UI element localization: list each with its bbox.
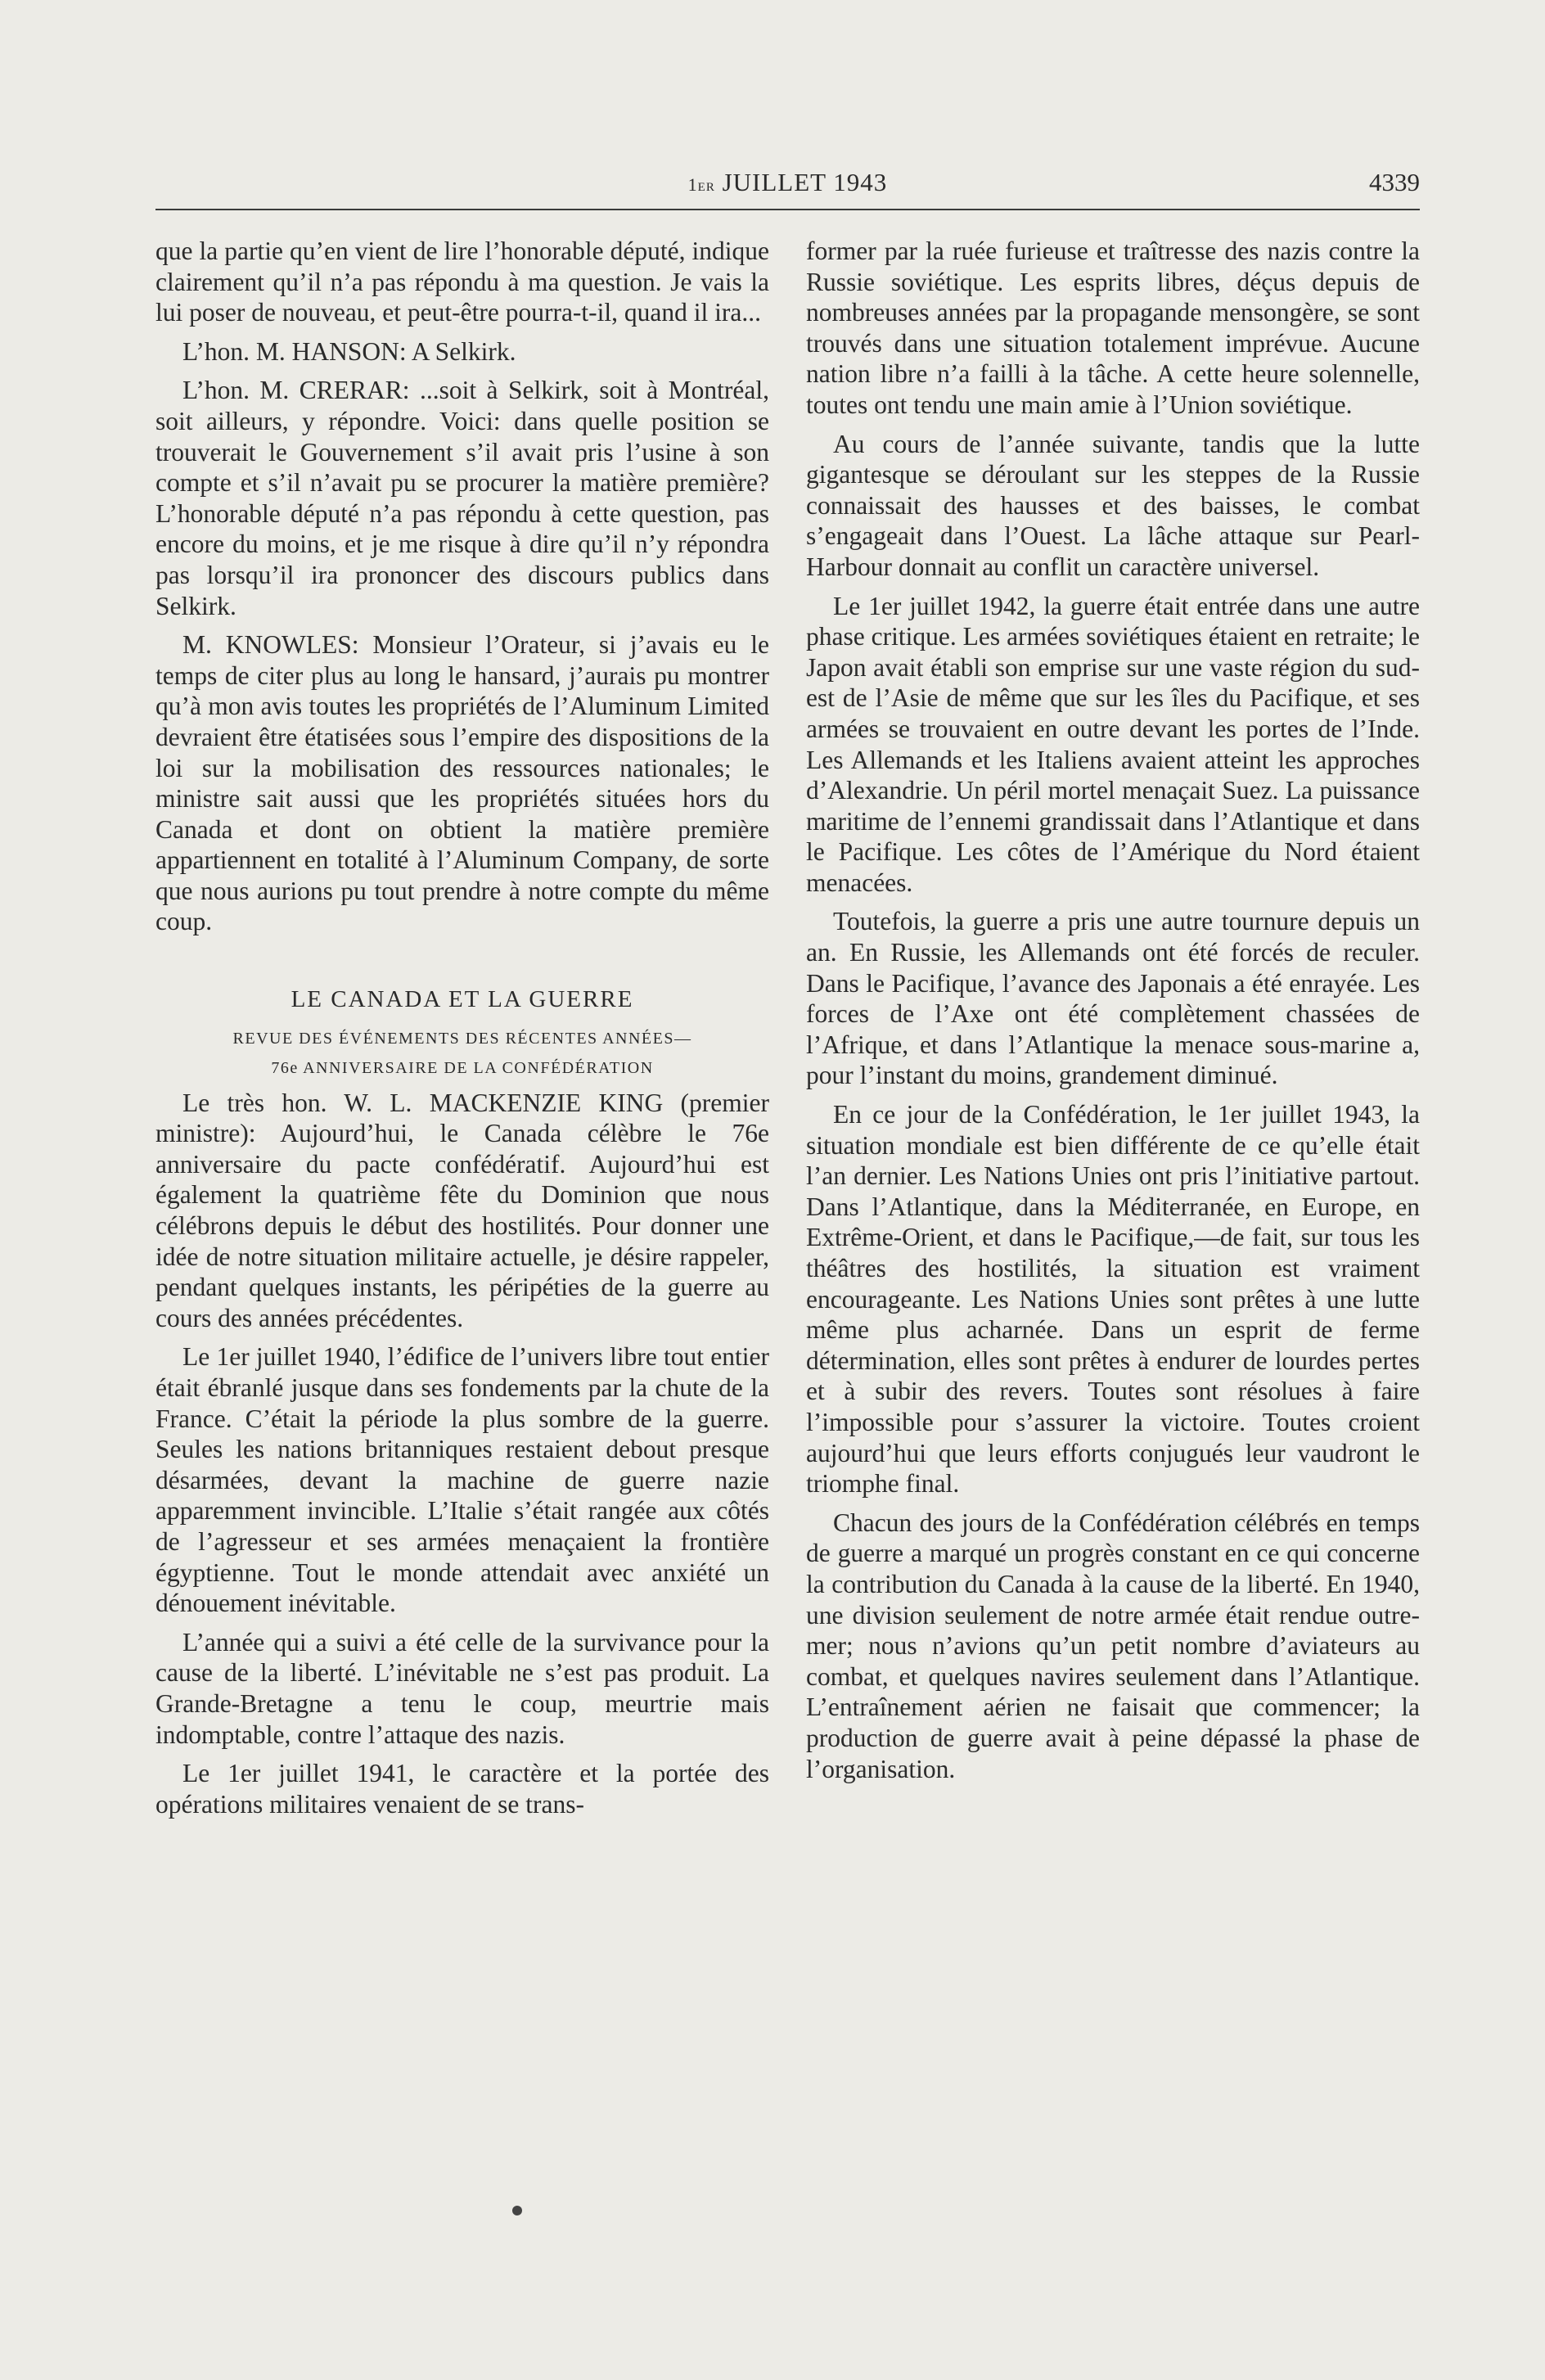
paragraph: En ce jour de la Confédération, le 1er juillet 1943, la situation mondiale est bien différente de ce qu’elle était l’an dernier. Les Nations Unies ont pris l’initiative partout. Dans l’Atlantique, dans la Méditerranée, en Europe, en Extrême-Orient, et dans le Pacifique,—de fait, sur tous les théâtres des hostilités, la situation est vraiment encourageante. Les Nations Unies sont prêtes à une lutte même plus acharnée. Dans un esprit de ferme détermination, elles sont prêtes à endurer de lourdes pertes et à subir des revers. Toutes sont résolues à faire l’impossible pour s’assurer la victoire. Toutes croient aujourd’hui que leurs efforts conjugués leur vaudront le triomphe final.: [806, 1100, 1420, 1499]
header-date-prefix: 1er: [687, 174, 715, 195]
header-date: [155, 168, 1420, 197]
right-column: [806, 236, 1420, 1784]
page-header: [155, 168, 1420, 210]
paragraph: Le 1er juillet 1942, la guerre était entrée dans une autre phase critique. Les armées soviétiques étaient en retraite; le Japon avait établi son emprise sur une vaste région du sud-est de l’Asie de même que sur les îles du Pacifique, et ses armées se trouvaient en outre devant les portes de l’Inde. Les Allemands et les Italiens avaient atteint les approches d’Alexandrie. Un péril mortel menaçait Suez. La puissance maritime de l’ennemi grandissait dans l’Atlantique et dans le Pacifique. Les côtes de l’Amérique du Nord étaient menacées.: [806, 591, 1420, 897]
paragraph: que la partie qu’en vient de lire l’honorable député, indique clairement qu’il n’a pas répondu à ma question. Je vais la lui poser de nouveau, et peut-être pourra-t-il, quand il ira...: [155, 237, 769, 327]
subheading-line-2: 76e ANNIVERSAIRE DE LA CONFÉDÉRATION: [271, 1058, 654, 1077]
paragraph: Le 1er juillet 1941, le caractère et la portée des opérations militaires venaient de se trans-: [155, 1759, 769, 1819]
ink-dot: [512, 2206, 522, 2215]
paragraph: Chacun des jours de la Confédération célébrés en temps de guerre a marqué un progrès constant en ce qui concerne la contribution du Canada à la cause de la liberté. En 1940, une division seulement de notre armée était rendue outre-mer; nous n’avions qu’un petit nombre d’aviateurs au combat, et quelques navires seulement dans l’Atlantique. L’entraînement aérien ne faisait que commencer; la production de guerre avait à peine dépassé la phase de l’organisation.: [806, 1508, 1420, 1783]
paragraph: L’hon. M. HANSON: A Selkirk.: [182, 336, 516, 366]
left-column: [155, 236, 769, 1819]
paragraph: L’année qui a suivi a été celle de la survivance pour la cause de la liberté. L’inévitable ne s’est pas produit. La Grande-Bretagne a tenu le coup, meurtrie mais indomptable, contre l’attaque des nazis.: [155, 1627, 769, 1749]
section-heading: LE CANADA ET LA GUERRE: [291, 986, 634, 1013]
paragraph: Au cours de l’année suivante, tandis que la lutte gigantesque se déroulant sur les steppes de la Russie connaissait des hausses et des baisses, le combat s’engageait dans l’Ouest. La lâche attaque sur Pearl-Harbour donnait au conflit un caractère universel.: [806, 429, 1420, 581]
subheading-line-1: REVUE DES ÉVÉNEMENTS DES RÉCENTES ANNÉES—: [232, 1029, 692, 1048]
header-date-rest: JUILLET 1943: [714, 168, 888, 196]
paragraph: Toutefois, la guerre a pris une autre tournure depuis un an. En Russie, les Allemands ont été forcés de reculer. Dans le Pacifique, l’avance des Japonais a été enrayée. Les forces de l’Axe ont été complètement chassées de l’Afrique, et dans l’Atlantique la menace sous-marine a, pour l’instant du moins, grandement diminué.: [806, 907, 1420, 1090]
page-number: 4339: [1369, 168, 1420, 196]
paragraph: Le 1er juillet 1940, l’édifice de l’univers libre tout entier était ébranlé jusque dans ses fondements par la chute de la France. C’était la période la plus sombre de la guerre. Seules les nations britanniques restaient debout presque désarmées, devant la machine de guerre nazie apparemment invincible. L’Italie s’était rangée aux côtés de l’agresseur et ses armées menaçaient la frontière égyptienne. Tout le monde attendait avec anxiété un dénouement inévitable.: [155, 1342, 769, 1618]
section-subheading: [155, 1024, 769, 1083]
paragraph: M. KNOWLES: Monsieur l’Orateur, si j’avais eu le temps de citer plus au long le hansard, j’aurais pu montrer qu’à mon avis toutes les propriétés de l’Aluminum Limited devraient être étatisées sous l’empire des dispositions de la loi sur la mobilisation des ressources nationales; le ministre sait aussi que les propriétés situées hors du Canada et dont on obtient la matière première appartiennent en totalité à l’Aluminum Company, de sorte que nous aurions pu tout prendre à notre compte du même coup.: [155, 630, 769, 936]
paragraph: former par la ruée furieuse et traîtresse des nazis contre la Russie soviétique. Les esprits libres, déçus depuis de nombreuses années par la propagande mensongère, se sont trouvés dans une situation totalement imprévue. Aucune nation libre n’a failli à la tâche. A cette heure solennelle, toutes ont tendu une main amie à l’Union soviétique.: [806, 237, 1420, 419]
paragraph: L’hon. M. CRERAR: ...soit à Selkirk, soit à Montréal, soit ailleurs, y répondre. Voici: dans quelle position se trouverait le Gouvernement s’il avait pris l’usine à son compte et s’il n’avait pu se procurer la matière première? L’honorable député n’a pas répondu à cette question, pas encore du moins, et je me risque à dire qu’il n’y répondra pas lorsqu’il ira prononcer des discours publics dans Selkirk.: [155, 376, 769, 620]
paragraph: Le très hon. W. L. MACKENZIE KING (premier ministre): Aujourd’hui, le Canada célèbre le 76e anniversaire du pacte confédératif. Aujourd’hui est également la quatrième fête du Dominion que nous célébrons depuis le début des hostilités. Pour donner une idée de notre situation militaire actuelle, je désire rappeler, pendant quelques instants, les péripéties de la guerre au cours des années précédentes.: [155, 1088, 769, 1332]
